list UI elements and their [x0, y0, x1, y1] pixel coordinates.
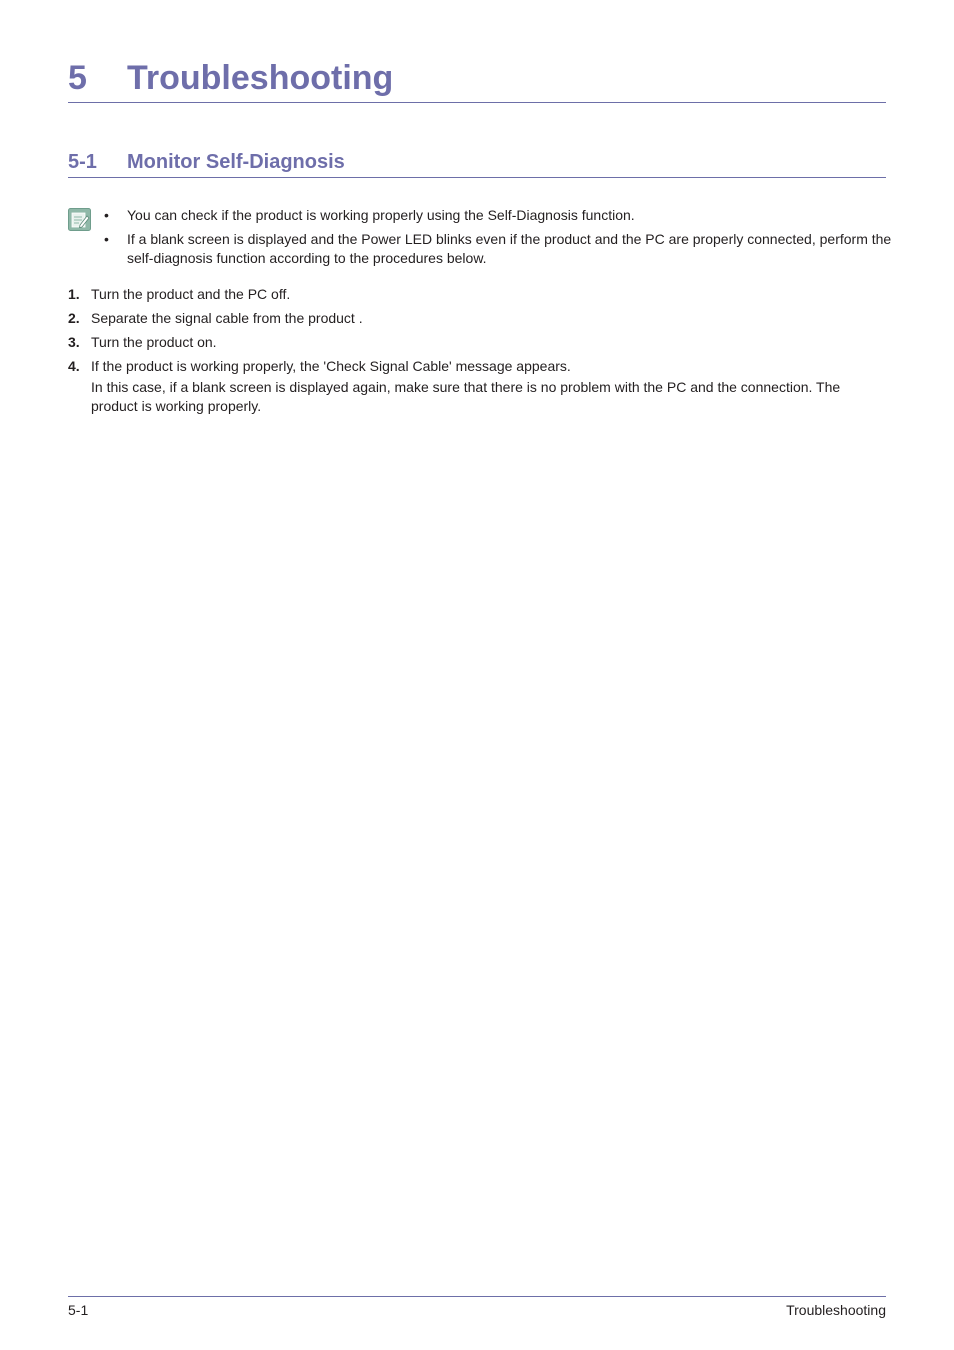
- step-text: Turn the product on.: [91, 334, 217, 350]
- procedure-steps: [68, 285, 868, 421]
- step-text: Turn the product and the PC off.: [91, 286, 291, 302]
- bullet: •: [104, 231, 109, 247]
- step-number: 1.: [68, 286, 80, 302]
- section-heading: [68, 149, 886, 178]
- footer-chapter-name: Troubleshooting: [786, 1302, 886, 1318]
- step-number: 2.: [68, 310, 80, 326]
- step-number: 3.: [68, 334, 80, 350]
- note-item: [104, 206, 894, 225]
- chapter-title: Troubleshooting: [127, 59, 394, 97]
- section-number: 5-1: [68, 151, 97, 173]
- note-text: You can check if the product is working properly using the Self-Diagnosis function.: [127, 207, 635, 223]
- bullet: •: [104, 207, 109, 223]
- footer-page-number: 5-1: [68, 1302, 89, 1318]
- pencil-note-icon: [68, 208, 91, 231]
- note-item: [104, 230, 894, 268]
- chapter-number: 5: [68, 59, 87, 97]
- note-text: If a blank screen is displayed and the Power LED blinks even if the product and the PC are properly connected, perform the self-diagnosis function according to the procedures below.: [127, 231, 892, 266]
- note-list: [104, 206, 894, 273]
- step-text: Separate the signal cable from the product .: [91, 310, 363, 326]
- step-item: [68, 333, 868, 352]
- step-item: [68, 309, 868, 328]
- step-number: 4.: [68, 358, 80, 374]
- step-item: [68, 285, 868, 304]
- page-footer: [68, 1296, 886, 1321]
- step-subtext: In this case, if a blank screen is displayed again, make sure that there is no problem with the PC and the connection. The product is working properly.: [91, 379, 841, 414]
- chapter-heading: [68, 58, 886, 103]
- step-item: [68, 357, 868, 416]
- section-title: Monitor Self-Diagnosis: [127, 151, 345, 173]
- step-text: If the product is working properly, the 'Check Signal Cable' message appears.: [91, 358, 571, 374]
